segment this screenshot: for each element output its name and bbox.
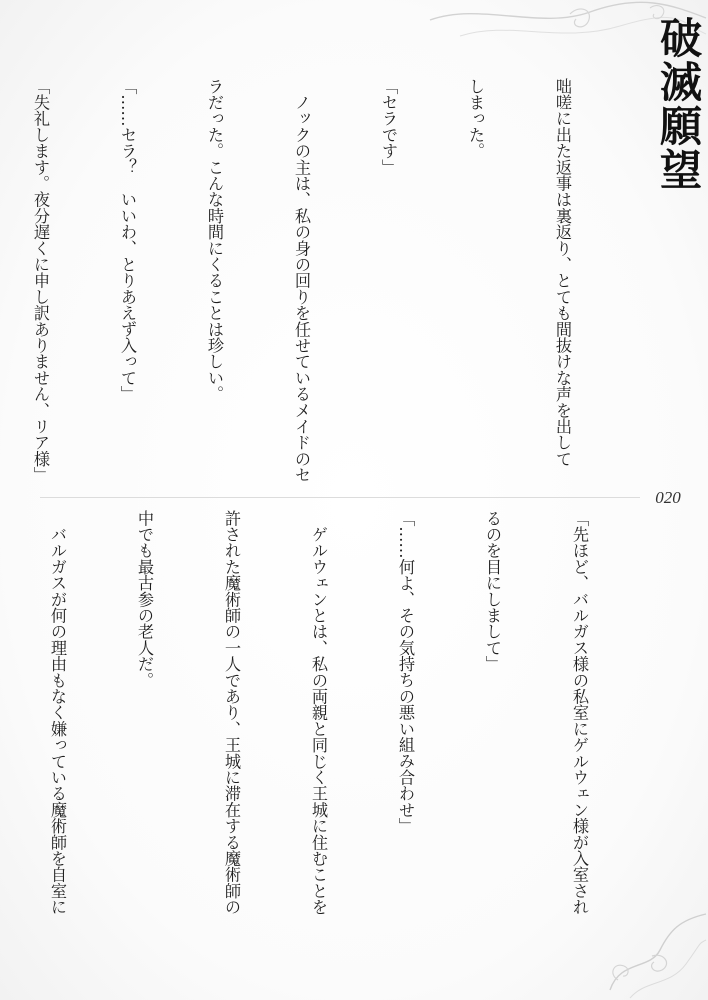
text-line: 中でも最古参の老人だ。 [135,510,154,689]
text-line: ノックの主は、私の身の回りを任せているメイドのセ [292,78,311,483]
chapter-title: 破滅願望 [654,16,703,192]
text-line: ゲルウェンとは、私の両親と同じく王城に住むことを [309,510,328,915]
text-line: 「……何よ、その気持ちの悪い組み合わせ」 [396,510,415,834]
text-line: 咄嗟に出た返事は裏返り、とても間抜けな声を出して [553,78,572,467]
text-block-bottom [48,510,652,950]
page-number: 020 [655,488,681,507]
text-block-top [31,78,635,488]
text-line: しまった。 [466,78,485,159]
page-divider [40,497,640,498]
text-line: ラだった。こんな時間にくることは珍しい。 [205,78,224,402]
text-line: 「先ほど、バルガス様の私室にゲルウェン様が入室され [570,510,589,915]
text-line: バルガスが何の理由もなく嫌っている魔術師を自室に [48,510,67,915]
text-line: 許された魔術師の一人であり、王城に滞在する魔術師の [222,510,241,915]
text-line: 「失礼します。夜分遅くに申し訳ありません、リア様」 [31,78,50,483]
text-line: 「……セラ？ いいわ、とりあえず入って」 [118,78,137,402]
text-line: るのを目にしまして」 [483,510,502,672]
text-line: 「セラです」 [379,78,398,176]
